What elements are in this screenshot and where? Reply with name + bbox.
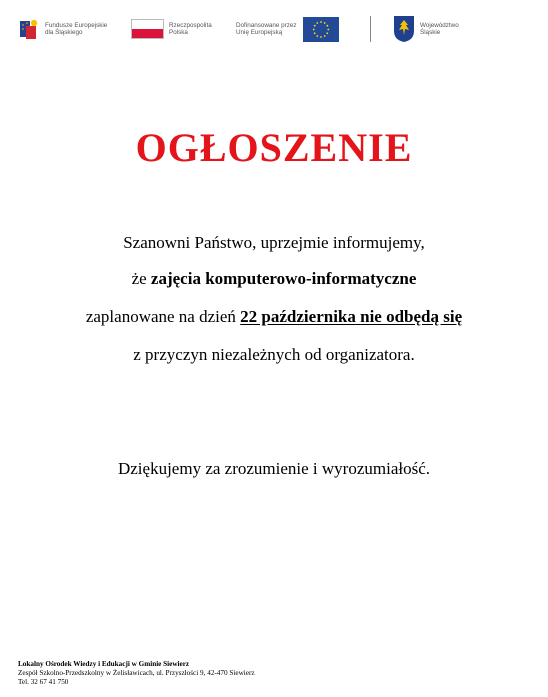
body-line-classes bbox=[0, 269, 548, 289]
eu-flag-icon bbox=[303, 17, 339, 42]
event-date: 22 października bbox=[240, 307, 356, 326]
logo-text-line: Śląskie bbox=[420, 29, 441, 36]
footer-phone: Tel. 32 67 41 750 bbox=[18, 678, 69, 686]
cancellation-notice: nie odbędą się bbox=[360, 307, 463, 326]
footer-organization: Lokalny Ośrodek Wiedzy i Edukacji w Gminie Siewierz bbox=[18, 660, 190, 668]
footer-address: Zespół Szkolno-Przedszkolny w Żelisławicach, ul. Przyszłości 9, 42-470 Siewierz bbox=[18, 669, 255, 677]
text-segment: zaplanowane na dzień bbox=[85, 307, 241, 326]
logo-wojewodztwo-slaskie bbox=[393, 14, 459, 44]
body-line-greeting: Szanowni Państwo, uprzejmie informujemy, bbox=[123, 233, 425, 252]
footer bbox=[18, 660, 255, 687]
logo-text-line: dla Śląskiego bbox=[45, 29, 83, 36]
announcement-title: OGŁOSZENIE bbox=[135, 125, 413, 170]
logo-rzeczpospolita-polska bbox=[131, 14, 212, 44]
logo-divider bbox=[370, 16, 371, 42]
logo-text-line: Dofinansowane przez bbox=[236, 21, 297, 29]
logo-bar bbox=[18, 14, 528, 44]
text-segment: że bbox=[131, 269, 151, 288]
logo-text-line: Unię Europejską bbox=[236, 29, 283, 36]
body-line-date bbox=[0, 307, 548, 327]
polish-flag-icon bbox=[131, 19, 164, 39]
body-line-thanks: Dziękujemy za zrozumienie i wyrozumiałość. bbox=[117, 459, 431, 478]
body-line-reason: z przyczyn niezależnych od organizatora. bbox=[133, 345, 415, 364]
logo-fundusze-europejskie bbox=[18, 14, 107, 44]
logo-text-line: Polska bbox=[169, 29, 188, 36]
coat-of-arms-icon bbox=[393, 15, 415, 43]
logo-text-line: Rzeczpospolita bbox=[169, 21, 212, 29]
logo-unia-europejska bbox=[236, 14, 339, 44]
logo-text-line: Województwo bbox=[420, 21, 459, 29]
fundusze-europejskie-icon bbox=[18, 17, 40, 41]
logo-text-line: Fundusze Europejskie bbox=[45, 21, 108, 29]
classes-name: zajęcia komputerowo-informatyczne bbox=[150, 269, 417, 288]
